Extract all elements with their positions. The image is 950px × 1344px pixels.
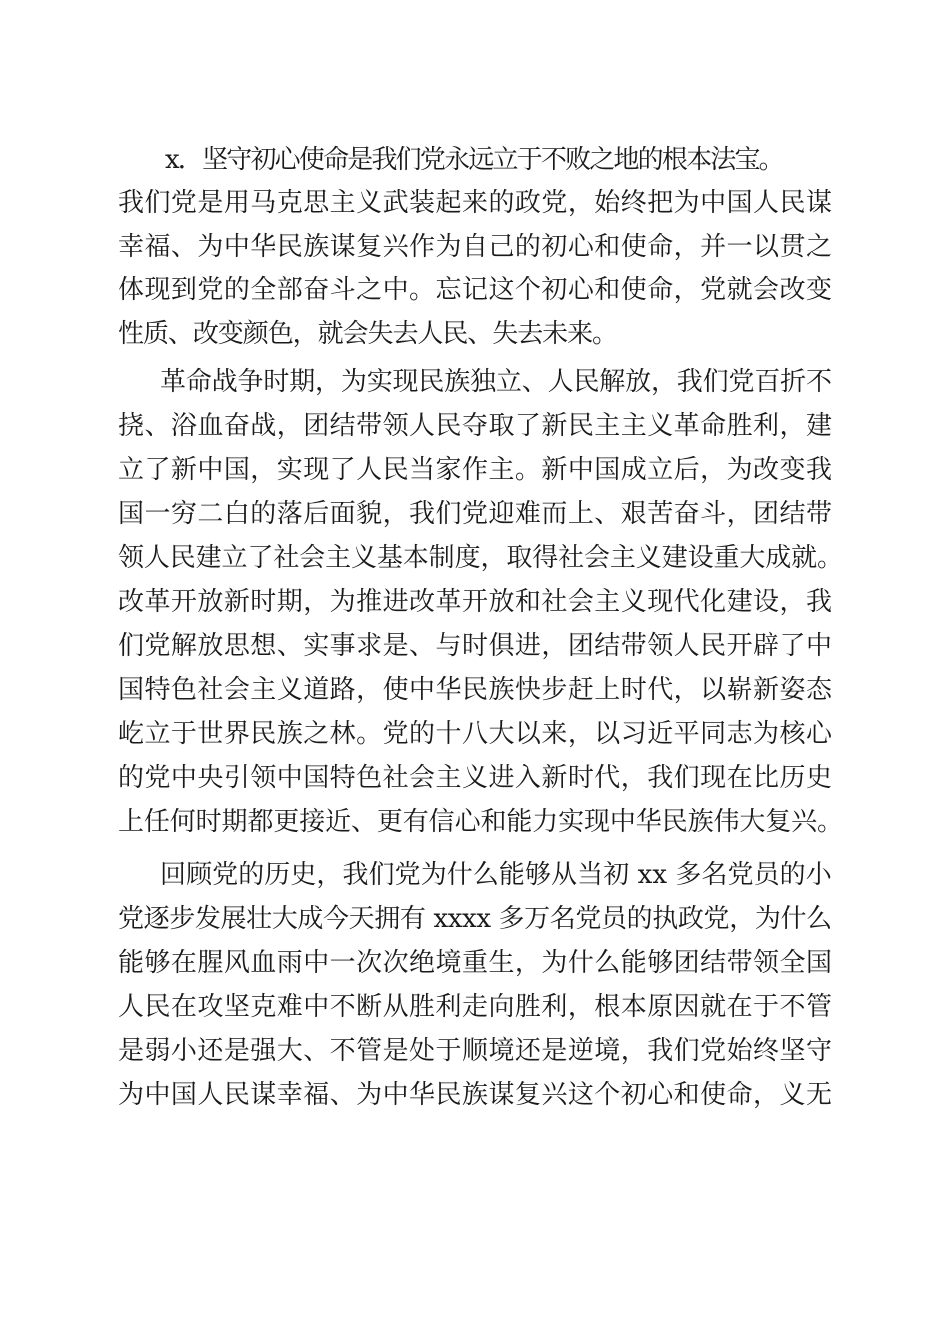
paragraph-1-line-3: 幸福、为中华民族谋复兴作为自己的初心和使命，并一以贯之: [118, 232, 833, 262]
paragraph-2-line-8: 国特色社会主义道路，使中华民族快步赶上时代，以崭新姿态: [118, 675, 833, 705]
paragraph-2-line-1: 革命战争时期，为实现民族独立、人民解放，我们党百折不: [160, 367, 832, 397]
paragraph-2-line-5: 领人民建立了社会主义基本制度，取得社会主义建设重大成就。: [118, 543, 843, 573]
paragraph-3-line-3: 能够在腥风血雨中一次次绝境重生，为什么能够团结带领全国: [118, 948, 833, 978]
paragraph-1-line-5: 性质、改变颜色，就会失去人民、失去未来。: [118, 319, 618, 349]
paragraph-3-line-1: 回顾党的历史，我们党为什么能够从当初 xx 多名党员的小: [160, 860, 832, 890]
paragraph-3-line-6: 为中国人民谋幸福、为中华民族谋复兴这个初心和使命，义无: [118, 1080, 833, 1110]
paragraph-2-line-10: 的党中央引领中国特色社会主义进入新时代，我们现在比历史: [118, 763, 833, 793]
paragraph-3-line-4: 人民在攻坚克难中不断从胜利走向胜利，根本原因就在于不管: [118, 992, 833, 1022]
paragraph-2-line-6: 改革开放新时期，为推进改革开放和社会主义现代化建设，我: [118, 587, 833, 617]
paragraph-2-line-3: 立了新中国，实现了人民当家作主。新中国成立后，为改变我: [118, 455, 833, 485]
paragraph-2-line-2: 挠、浴血奋战，团结带领人民夺取了新民主主义革命胜利，建: [118, 411, 833, 441]
paragraph-1-line-4: 体现到党的全部奋斗之中。忘记这个初心和使命，党就会改变: [118, 275, 833, 305]
paragraph-3-line-2: 党逐步发展壮大成今天拥有 xxxx 多万名党员的执政党，为什么: [118, 904, 832, 934]
paragraph-1-line-2: 我们党是用马克思主义武装起来的政党，始终把为中国人民谋: [118, 188, 833, 218]
paragraph-2-line-7: 们党解放思想、实事求是、与时俱进，团结带领人民开辟了中: [118, 631, 833, 661]
paragraph-3-line-5: 是弱小还是强大、不管是处于顺境还是逆境，我们党始终坚守: [118, 1036, 833, 1066]
paragraph-2-line-11: 上任何时期都更接近、更有信心和能力实现中华民族伟大复兴。: [118, 807, 843, 837]
paragraph-2-line-9: 屹立于世界民族之林。党的十八大以来，以习近平同志为核心: [118, 719, 833, 749]
paragraph-1-line-1: x．坚守初心使命是我们党永远立于不败之地的根本法宝。: [165, 145, 783, 175]
paragraph-2-line-4: 国一穷二白的落后面貌，我们党迎难而上、艰苦奋斗，团结带: [118, 499, 833, 529]
